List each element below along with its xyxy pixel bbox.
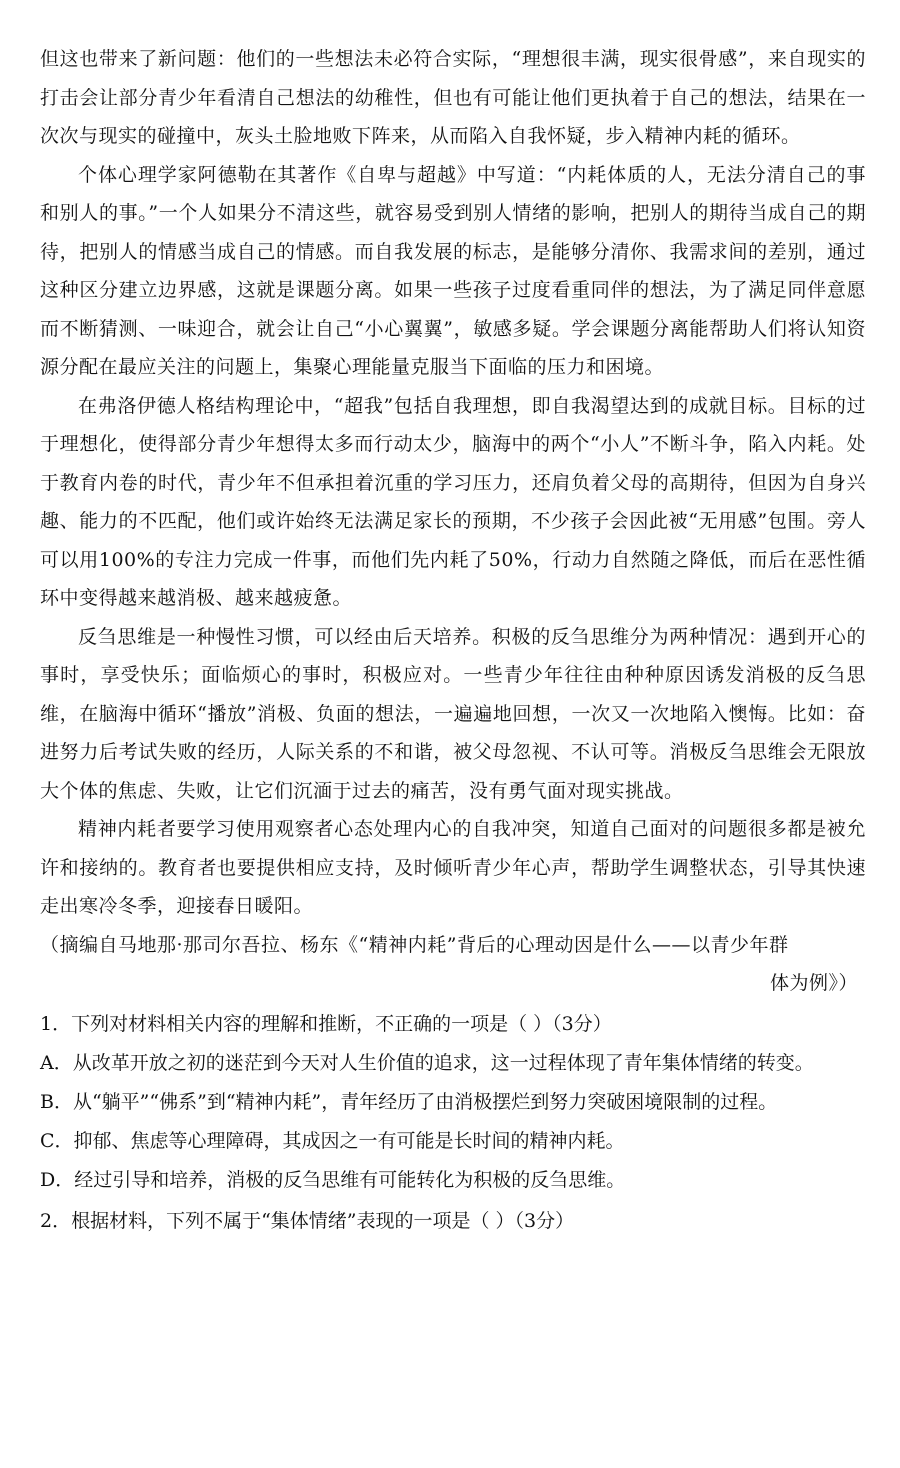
option-c: C．抑郁、焦虑等心理障碍，其成因之一有可能是长时间的精神内耗。 [40,1129,625,1152]
question-stem: 2．根据材料，下列不属于“集体情绪”表现的一项是（ ）（3分） [40,1209,575,1232]
option-b: B．从“躺平”“佛系”到“精神内耗”，青年经历了由消极摆烂到努力突破困境限制的过程。 [40,1090,778,1113]
article-paragraph-3: 在弗洛伊德人格结构理论中，“超我”包括自我理想，即自我渴望达到的成就目标。目标的过于理想化，使得部分青少年想得太多而行动太少，脑海中的两个“小人”不断斗争，陷入内耗。处于教育内卷的时代，青少年不但承担着沉重的学习压力，还肩负着父母的高期待，但因为自身兴趣、能力的不匹配，他们或许始终无法满足家长的预期，不少孩子会因此被“无用感”包围。旁人可以用100%的专注力完成一件事，而他们先内耗了50%，行动力自然随之降低，而后在恶性循环中变得越来越消极、越来越疲惫。 [40,394,866,609]
article-paragraph-2: 个体心理学家阿德勒在其著作《自卑与超越》中写道：“内耗体质的人，无法分清自己的事和别人的事。”一个人如果分不清这些，就容易受到别人情绪的影响，把别人的期待当成自己的期待，把别人的情感当成自己的情感。而自我发展的标志，是能够分清你、我需求间的差别，通过这种区分建立边界感，这就是课题分离。如果一些孩子过度看重同伴的想法，为了满足同伴意愿而不断猜测、一味迎合，就会让自己“小心翼翼”，敏感多疑。学会课题分离能帮助人们将认知资源分配在最应关注的问题上，集聚心理能量克服当下面临的压力和困境。 [40,163,866,378]
article-paragraph-1: 但这也带来了新问题：他们的一些想法未必符合实际，“理想很丰满，现实很骨感”，来自现实的打击会让部分青少年看清自己想法的幼稚性，但也有可能让他们更执着于自己的想法，结果在一次次与现实的碰撞中，灰头土脸地败下阵来，从而陷入自我怀疑，步入精神内耗的循环。 [40,48,866,147]
article-source-main: （摘编自马地那·那司尔吾拉、杨东《“精神内耗”背后的心理动因是什么——以青少年群 [40,933,789,956]
article-paragraph-5: 精神内耗者要学习使用观察者心态处理内心的自我冲突，知道自己面对的问题很多都是被允许和接纳的。教育者也要提供相应支持，及时倾听青少年心声，帮助学生调整状态，引导其快速走出寒冷冬季，迎接春日暖阳。 [40,818,866,917]
option-a: A．从改革开放之初的迷茫到今天对人生价值的追求，这一过程体现了青年集体情绪的转变。 [40,1051,814,1074]
article-source [40,926,866,1003]
article-paragraph-4: 反刍思维是一种慢性习惯，可以经由后天培养。积极的反刍思维分为两种情况：遇到开心的事时，享受快乐；面临烦心的事时，积极应对。一些青少年往往由种种原因诱发消极的反刍思维，在脑海中循环“播放”消极、负面的想法，一遍遍地回想，一次又一次地陷入懊悔。比如：奋进努力后考试失败的经历，人际关系的不和谐，被父母忽视、不认可等。消极反刍思维会无限放大个体的焦虑、失败，让它们沉湎于过去的痛苦，没有勇气面对现实挑战。 [40,625,866,802]
question-1 [40,1005,866,1200]
question-2 [40,1202,866,1241]
question-stem: 1．下列对材料相关内容的理解和推断，不正确的一项是（ ）（3分） [40,1012,612,1035]
article-source-tail: 体为例》） [769,972,858,994]
article-body [40,40,866,1003]
option-d: D．经过引导和培养，消极的反刍思维有可能转化为积极的反刍思维。 [40,1168,626,1191]
